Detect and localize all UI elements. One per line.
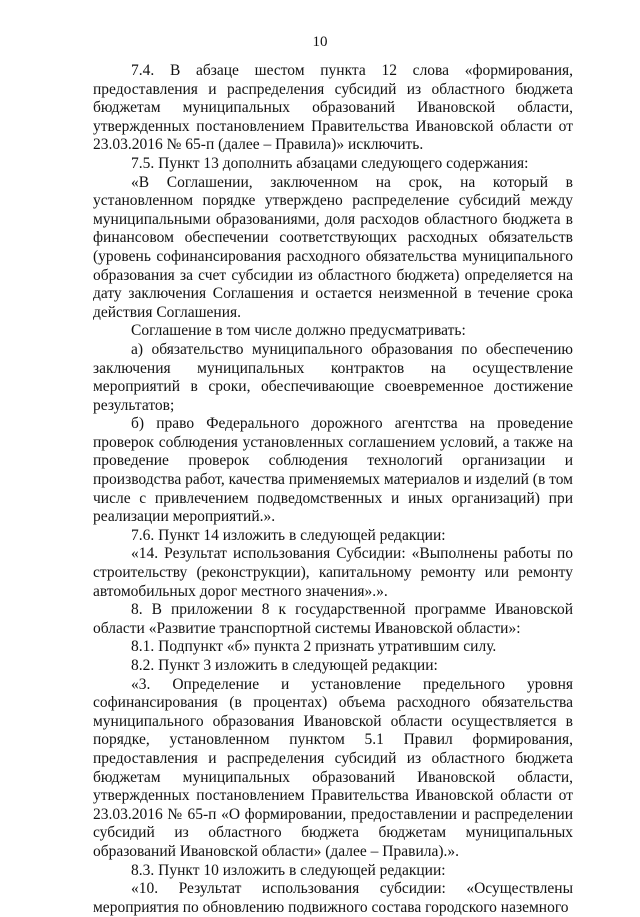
paragraph-8: 8. В приложении 8 к государственной программе Ивановской области «Развитие транспортной системы Ивановской области»: xyxy=(93,601,573,637)
paragraph-8-1: 8.1. Подпункт «б» пункта 2 признать утратившим силу. xyxy=(131,638,497,656)
paragraph-item-b: б) право Федерального дорожного агентства на проведение проверок соблюдения установленных соглашением условий, а также на проведение проверок соблюдения технологий организации и производства работ, качества применяемых материалов и изделий (в том числе с привлечением подведомственных и иных организаций) при реализации мероприятий.». xyxy=(93,415,573,526)
paragraph-7-6: 7.6. Пункт 14 изложить в следующей редакции: xyxy=(131,526,446,544)
paragraph-point-3: «3. Определение и установление предельного уровня софинансирования (в процентах) объема расходного обязательства муниципального образования Ивановской области осуществляется в порядке, установленном пунктом 5.1 Правил формирования, предоставления и распределения субсидий из областного бюджета бюджетам муниципальных образований Ивановской области, утвержденных постановлением Правительства Ивановской области от 23.03.2016 № 65-п «О формировании, предоставлении и распределении субсидий из областного бюджета бюджетам муниципальных образований Ивановской области» (далее – Правила).». xyxy=(93,675,573,860)
paragraph-8-3: 8.3. Пункт 10 изложить в следующей редакции: xyxy=(131,861,446,879)
paragraph-7-4: 7.4. В абзаце шестом пункта 12 слова «формирования, предоставления и распределения субсидий из областного бюджета бюджетам муниципальных образований Ивановской области, утвержденных постановлением Правительства Ивановской области от 23.03.2016 № 65-п (далее – Правила)» исключить. xyxy=(93,62,573,154)
paragraph-point-10: «10. Результат использования субсидии: «Осуществлены мероприятия по обновлению подвижного состава городского наземного xyxy=(93,880,573,916)
document-body xyxy=(93,62,573,917)
paragraph-agreement-provisions: Соглашение в том числе должно предусматривать: xyxy=(131,322,466,340)
page-number: 10 xyxy=(312,34,328,50)
paragraph-agreement-quote: «В Соглашении, заключенном на срок, на который в установленном порядке утверждено распределение субсидий между муниципальными образованиями, доля расходов областного бюджета в финансовом обеспечении соответствующих расходных обязательств (уровень софинансирования расходного обязательства муниципального образования за счет субсидии из областного бюджета) определяется на дату заключения Соглашения и остается неизменной в течение срока действия Соглашения. xyxy=(93,173,573,321)
paragraph-item-a: а) обязательство муниципального образования по обеспечению заключения муниципальных контрактов на осуществление мероприятий в сроки, обеспечивающие своевременное достижение результатов; xyxy=(93,340,573,414)
paragraph-point-14: «14. Результат использования Субсидии: «Выполнены работы по строительству (реконструкции), капитальному ремонту или ремонту автомобильных дорог местного значения».». xyxy=(93,545,573,600)
paragraph-8-2: 8.2. Пункт 3 изложить в следующей редакции: xyxy=(131,657,438,674)
paragraph-7-5: 7.5. Пункт 13 дополнить абзацами следующего содержания: xyxy=(131,154,529,172)
